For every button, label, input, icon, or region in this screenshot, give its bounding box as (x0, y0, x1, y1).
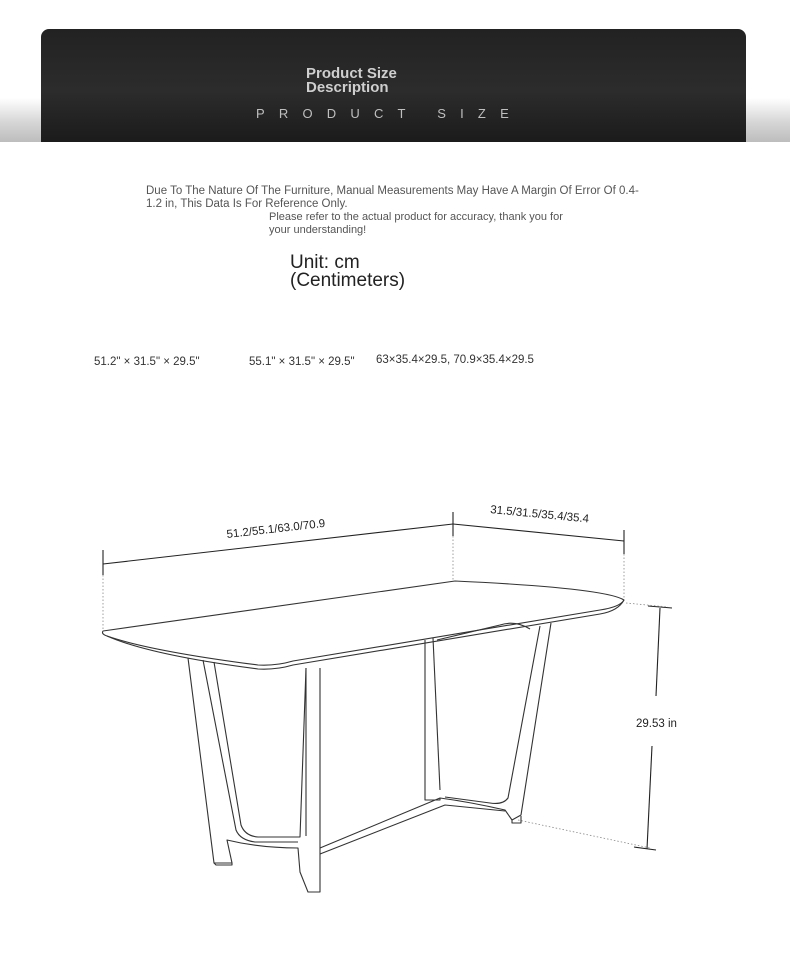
length-label: 51.2/55.1/63.0/70.9 (225, 517, 326, 541)
extension-lines (103, 536, 668, 848)
table-dimension-diagram (0, 480, 790, 910)
size-option-1: 51.2" × 31.5" × 29.5" (94, 356, 200, 368)
length-dimension-line (103, 512, 453, 575)
width-dimension-line (453, 524, 624, 554)
measurement-notice: Due To The Nature Of The Furniture, Manual Measurements May Have A Margin Of Error Of 0.4-1.2 in, This Data Is For Reference Only. (146, 185, 639, 210)
section-subtitle: PRODUCT SIZE (256, 106, 523, 121)
section-title: Product Size Description (306, 65, 397, 96)
table-illustration (103, 581, 625, 892)
accuracy-notice: Please refer to the actual product for accuracy, thank you for your understanding! (269, 211, 563, 236)
header-banner (41, 29, 746, 142)
width-label: 31.5/31.5/35.4/35.4 (489, 504, 590, 526)
size-option-3: 63×35.4×29.5, 70.9×35.4×29.5 (376, 354, 534, 366)
unit-label: Unit: cm (Centimeters) (290, 252, 406, 291)
height-label: 29.53 in (636, 718, 677, 730)
size-option-2: 55.1" × 31.5" × 29.5" (249, 356, 355, 368)
